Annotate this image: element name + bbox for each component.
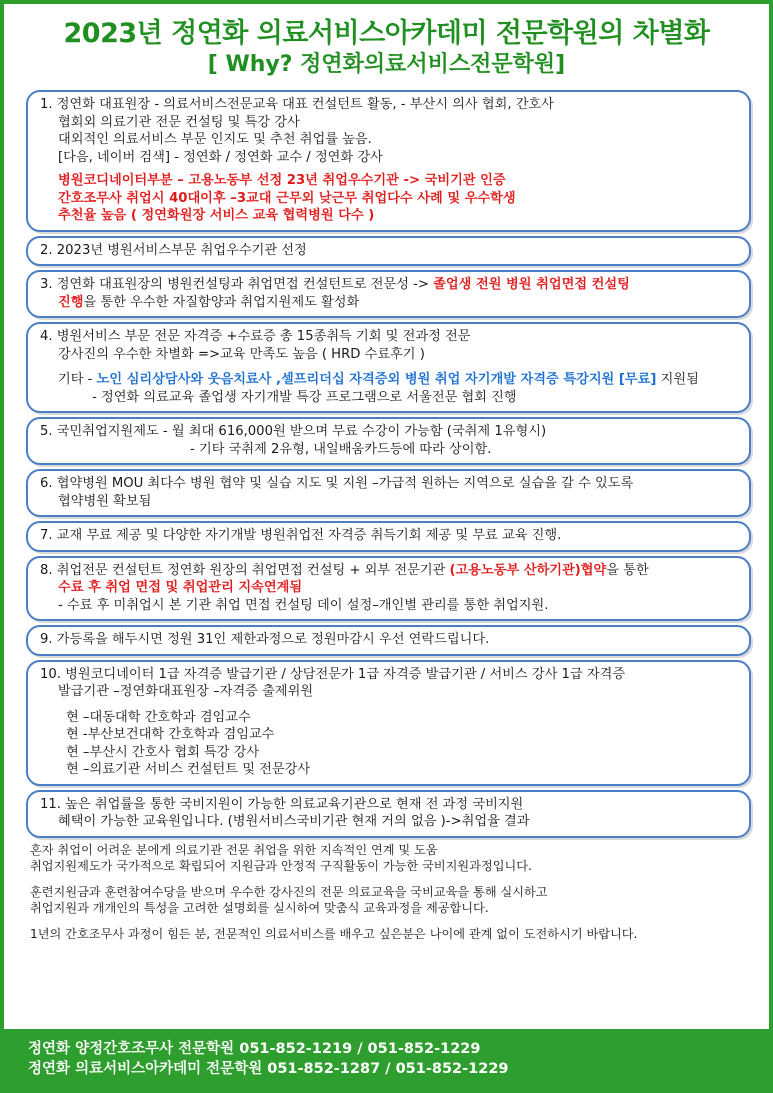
feature-1-line-3: 대외적인 의료서비스 부문 인지도 및 추천 취업률 높음. <box>58 132 372 147</box>
feature-4-line-2: 강사진의 우수한 차별화 =>교육 만족도 높음 ( HRD 수료후기 ) <box>58 346 425 362</box>
feature-list <box>26 90 751 838</box>
feature-3-highlight-cont: 진행 <box>58 294 84 310</box>
feature-3-highlight: 졸업생 전원 병원 취업면접 컨설팅 <box>433 277 630 292</box>
feature-1-highlight-2: 간호조무사 취업시 40대이후 –3교대 근무외 낮근무 취업다수 사례 및 우수학생 <box>58 190 516 206</box>
note-line-4: 취업지원과 개개인의 특성을 고려한 설명회를 실시하여 맞춤식 교육과정을 제공합니다. <box>30 901 489 915</box>
feature-box-4 <box>26 322 751 413</box>
feature-1-highlight-3: 추천율 높음 ( 정연화원장 서비스 교육 협력병원 다수 ) <box>58 208 375 223</box>
feature-7-line-1: 7. 교재 무료 제공 및 다양한 자기개발 병원취업전 자격증 취득기회 제공 및 무료 교육 진행. <box>40 528 562 543</box>
feature-11-line-1: 11. 높은 취업률을 통한 국비지원이 가능한 의료교육기관으로 현재 전 과정 국비지원 <box>40 796 524 812</box>
feature-1-line-2: 협회외 의료기관 전문 컨설팅 및 특강 강사 <box>58 114 300 130</box>
contact-footer <box>4 1029 769 1089</box>
note-line-3: 훈련지원금과 훈련참여수당을 받으며 우수한 강사진의 전문 의료교육을 국비교육을 통해 실시하고 <box>30 884 548 899</box>
feature-11-line-2: 혜택이 가능한 교육원입니다. (병원서비스국비기관 현재 거의 없음 )->취업율 결과 <box>58 814 530 829</box>
feature-1-line-1: 1. 정연화 대표원장 - 의료서비스전문교육 대표 컨설턴트 활동, - 부산시 의사 협회, 간호사 <box>40 97 554 112</box>
feature-3-text-cont: 을 통한 우수한 자질함양과 취업지원제도 활성화 <box>83 294 360 310</box>
spacer <box>30 917 747 926</box>
feature-10-line-1: 10. 병원코디네이터 1급 자격증 발급기관 / 상담전문가 1급 자격증 발급기관 / 서비스 강사 1급 자격증 <box>40 666 626 682</box>
feature-5-line-1: 5. 국민취업지원제도 - 월 최대 616,000원 받으며 무료 수강이 가능함 (국취제 1유형시) <box>40 424 547 439</box>
feature-10-position-2: 현 -부산보건대학 간호학과 겸임교수 <box>66 727 275 742</box>
page-subtitle: [ Why? 정연화의료서비스전문학원] <box>207 52 566 77</box>
feature-6-line-1: 6. 협약병원 MOU 최다수 병원 협약 및 실습 지도 및 지원 –가급적 원하는 지역으로 실습을 갈 수 있도록 <box>40 476 634 491</box>
feature-box-7 <box>26 521 751 552</box>
feature-3-line-2 <box>40 294 739 312</box>
feature-box-2 <box>26 236 751 267</box>
feature-6-line-2: 협약병원 확보됨 <box>58 493 152 509</box>
feature-box-3 <box>26 270 751 318</box>
feature-1-line-4: [다음, 네이버 검색] - 정연화 / 정연화 교수 / 정연화 강사 <box>58 149 383 165</box>
footer-contact-1: 정연화 양정간호조무사 전문학원 051-852-1219 / 051-852-1229 <box>28 1041 481 1057</box>
spacer <box>40 363 739 371</box>
note-line-5: 1년의 간호조무사 과정이 힘든 분, 전문적인 의료서비스를 배우고 싶은분은 나이에 관계 없이 도전하시기 바랍니다. <box>30 926 638 941</box>
feature-8-line-1 <box>40 562 739 580</box>
note-line-1: 혼자 취업이 어려운 분에게 의료기관 전문 취업을 위한 지속적인 연계 및 도움 <box>30 842 438 857</box>
note-line-2: 취업지원제도가 국가적으로 확립되어 지원금과 안정적 구직활동이 가능한 국비지원과정입니다. <box>30 859 532 873</box>
feature-8-text: 8. 취업전문 컨설턴트 정연화 원장의 취업면접 컨설팅 + 외부 전문기관 <box>40 562 450 578</box>
feature-3-text: 3. 정연화 대표원장의 병원컨설팅과 취업면접 컨설턴트로 전문성 -> <box>40 277 434 292</box>
feature-8-line-3: - 수료 후 미취업시 본 기관 취업 면접 컨설팅 데이 설정–개인별 관리를 통한 취업지원. <box>58 597 549 613</box>
feature-4-extra-2: - 정연화 의료교육 졸업생 자기개발 특강 프로그램으로 서울전문 협회 진행 <box>92 389 517 405</box>
feature-4-extra-prefix: 기타 - <box>58 372 97 387</box>
feature-8-line-2: 수료 후 취업 면접 및 취업관리 지속연계됨 <box>58 580 303 595</box>
feature-4-extra-1 <box>40 371 739 389</box>
feature-box-8 <box>26 556 751 622</box>
feature-10-position-4: 현 –의료기관 서비스 컨설턴트 및 전문강사 <box>66 762 311 777</box>
feature-box-6 <box>26 469 751 517</box>
feature-box-1 <box>26 90 751 232</box>
feature-4-line-1: 4. 병원서비스 부문 전문 자격증 +수료증 총 15종취득 기회 및 전과정 전문 <box>40 329 471 344</box>
page-title: 2023년 정연화 의료서비스아카데미 전문학원의 차별화 <box>63 18 710 49</box>
feature-box-9 <box>26 625 751 656</box>
feature-3-line-1 <box>40 276 739 294</box>
feature-8-text-cont: 을 통한 <box>606 562 649 578</box>
feature-box-5 <box>26 417 751 465</box>
feature-9-line-1: 9. 가등록을 해두시면 정원 31인 제한과정으로 정원마감시 우선 연락드립니다. <box>40 632 490 647</box>
feature-4-extra-suffix: 지원됨 <box>656 372 699 387</box>
feature-10-position-1: 현 –대동대학 간호학과 겸임교수 <box>66 709 251 725</box>
feature-4-extra-highlight: 노인 심리상담사와 웃음치료사 ,셀프리더십 자격증외 병원 취업 자기개발 자격증 특강지원 [무료] <box>96 372 657 387</box>
feature-10-line-2: 발급기관 –정연화대표원장 –자격증 출제위원 <box>58 684 314 699</box>
feature-5-line-2: - 기타 국취제 2유형, 내일배움카드등에 따라 상이함. <box>190 441 492 457</box>
footer-contact-2: 정연화 의료서비스아카데미 전문학원 051-852-1287 / 051-852-1229 <box>28 1061 509 1077</box>
feature-box-10 <box>26 660 751 786</box>
spacer <box>40 701 739 709</box>
feature-8-highlight: (고용노동부 산하기관)협약 <box>449 562 607 578</box>
feature-10-position-3: 현 –부산시 간호사 협회 특강 강사 <box>66 744 260 760</box>
closing-notes <box>30 842 747 943</box>
spacer <box>30 875 747 884</box>
feature-2-line-1: 2. 2023년 병원서비스부문 취업우수기관 선정 <box>40 242 307 258</box>
feature-1-highlight-1: 병원코디네이터부분 – 고용노동부 선정 23년 취업우수기관 -> 국비기관 인증 <box>58 173 506 188</box>
feature-box-11 <box>26 790 751 838</box>
